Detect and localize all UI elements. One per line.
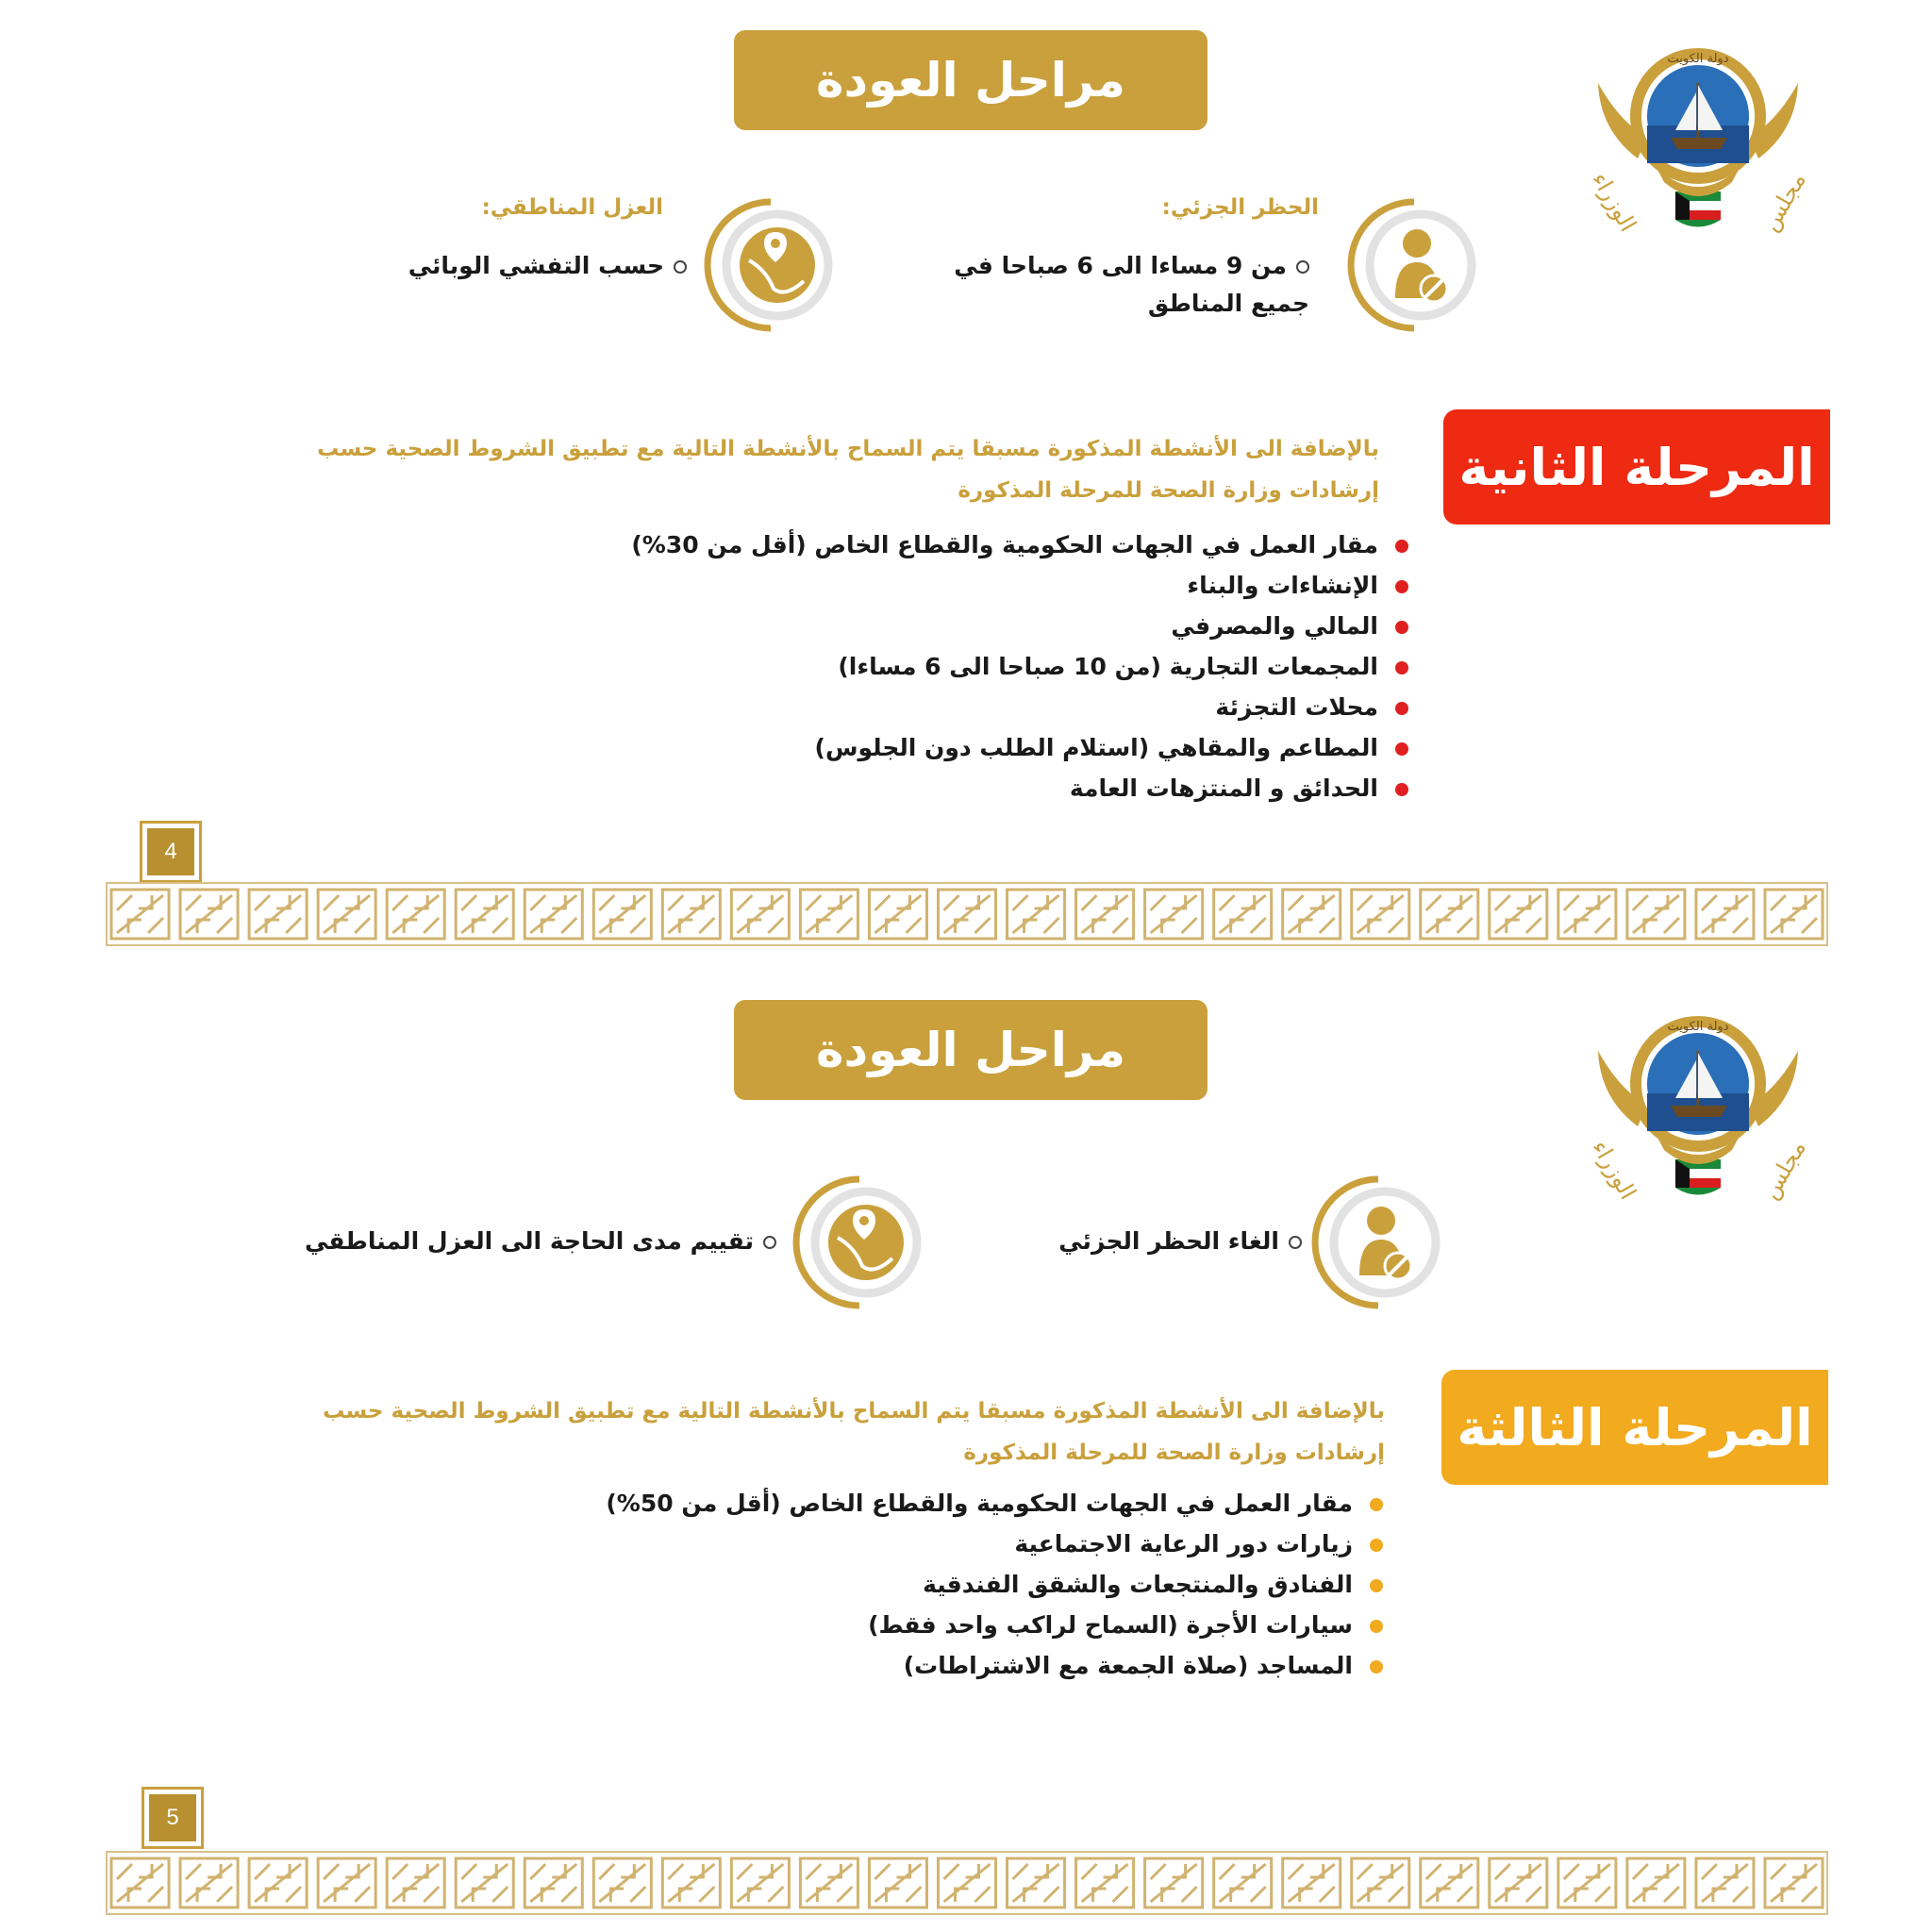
list-item: مقار العمل في الجهات الحكومية والقطاع الخاص (أقل من 50%) <box>345 1483 1383 1524</box>
page-number-text: 4 <box>147 828 194 875</box>
cancel-curfew-line: الغاء الحظر الجزئي <box>1058 1227 1279 1255</box>
phase-two-intro-line2: إرشادات وزارة الصحة للمرحلة المذكورة <box>958 478 1379 503</box>
cancel-curfew-text <box>1058 1223 1302 1260</box>
phase-two-intro <box>247 428 1379 511</box>
map-pin-icon <box>789 1172 930 1313</box>
decorative-border <box>106 1851 1828 1915</box>
person-cancel-icon <box>1307 1172 1449 1313</box>
red-bullet-icon <box>1395 621 1408 634</box>
decorative-border <box>106 882 1828 946</box>
red-bullet-icon <box>1395 742 1408 756</box>
phase-three-tag: المرحلة الثالثة <box>1441 1370 1828 1485</box>
list-item: محلات التجزئة <box>371 687 1408 727</box>
partial-curfew-text <box>875 247 1309 323</box>
orange-bullet-icon <box>1370 1620 1383 1633</box>
kuwait-emblem-logo <box>1581 26 1815 243</box>
hollow-bullet-icon <box>674 260 687 274</box>
orange-bullet-icon <box>1370 1660 1383 1674</box>
list-item: مقار العمل في الجهات الحكومية والقطاع الخاص (أقل من 30%) <box>371 525 1408 565</box>
emblem-left-text: الوزراء <box>1586 167 1641 237</box>
phase-two-tag: المرحلة الثانية <box>1443 409 1830 525</box>
partial-curfew-line2: جميع المناطق <box>1147 290 1309 317</box>
phase-three-intro-line2: إرشادات وزارة الصحة للمرحلة المذكورة <box>963 1441 1385 1465</box>
assess-isolation-line: تقييم مدى الحاجة الى العزل المناطقي <box>305 1227 754 1255</box>
list-item: الإنشاءات والبناء <box>371 565 1408 606</box>
red-bullet-icon <box>1395 580 1408 593</box>
zone-isolation-line1: حسب التفشي الوبائي <box>408 252 664 279</box>
list-item: الحدائق و المنتزهات العامة <box>371 768 1408 808</box>
person-cancel-icon <box>1343 194 1485 336</box>
hollow-bullet-icon <box>763 1236 776 1249</box>
list-item: المساجد (صلاة الجمعة مع الاشتراطات) <box>345 1645 1383 1686</box>
red-bullet-icon <box>1395 661 1408 675</box>
hollow-bullet-icon <box>1296 260 1309 274</box>
list-item: زيارات دور الرعاية الاجتماعية <box>345 1524 1383 1564</box>
list-item: المطاعم والمقاهي (استلام الطلب دون الجلوس) <box>371 727 1408 768</box>
partial-curfew-label: الحظر الجزئي: <box>1161 195 1319 220</box>
phase-two-intro-line1: بالإضافة الى الأنشطة المذكورة مسبقا يتم السماح بالأنشطة التالية مع تطبيق الشروط الصحية حسب <box>317 437 1379 461</box>
zone-isolation-label: العزل المناطقي: <box>481 195 663 220</box>
list-item: سيارات الأجرة (السماح لراكب واحد فقط) <box>345 1605 1383 1645</box>
emblem-right-text: مجلس <box>1757 1136 1811 1204</box>
slide-page-5 <box>0 966 1932 1932</box>
emblem-top-text: دولة الكويت <box>1667 52 1729 66</box>
phase-three-intro <box>253 1391 1385 1474</box>
list-item: المجمعات التجارية (من 10 صباحا الى 6 مساءا) <box>371 646 1408 687</box>
phase-three-list <box>345 1483 1383 1686</box>
page-number-badge <box>140 821 202 883</box>
red-bullet-icon <box>1395 783 1408 796</box>
orange-bullet-icon <box>1370 1579 1383 1592</box>
partial-curfew-line1: من 9 مساءا الى 6 صباحا في <box>954 252 1287 279</box>
red-bullet-icon <box>1395 702 1408 715</box>
red-bullet-icon <box>1395 540 1408 553</box>
page-title: مراحل العودة <box>734 30 1208 130</box>
orange-bullet-icon <box>1370 1498 1383 1511</box>
assess-isolation-text <box>305 1223 776 1260</box>
zone-isolation-text <box>408 247 687 285</box>
page-number-text: 5 <box>149 1794 196 1841</box>
emblem-top-text: دولة الكويت <box>1667 1020 1729 1034</box>
phase-three-intro-line1: بالإضافة الى الأنشطة المذكورة مسبقا يتم السماح بالأنشطة التالية مع تطبيق الشروط الصحية حسب <box>323 1399 1385 1424</box>
hollow-bullet-icon <box>1289 1236 1302 1249</box>
page-number-badge <box>142 1787 204 1849</box>
phase-two-list <box>371 525 1408 808</box>
kuwait-emblem-logo <box>1581 994 1815 1211</box>
map-pin-icon <box>700 194 841 336</box>
list-item: المالي والمصرفي <box>371 606 1408 646</box>
emblem-left-text: الوزراء <box>1586 1135 1641 1205</box>
list-item: الفنادق والمنتجعات والشقق الفندقية <box>345 1564 1383 1605</box>
emblem-right-text: مجلس <box>1757 168 1811 236</box>
page-title: مراحل العودة <box>734 1000 1208 1100</box>
orange-bullet-icon <box>1370 1539 1383 1552</box>
